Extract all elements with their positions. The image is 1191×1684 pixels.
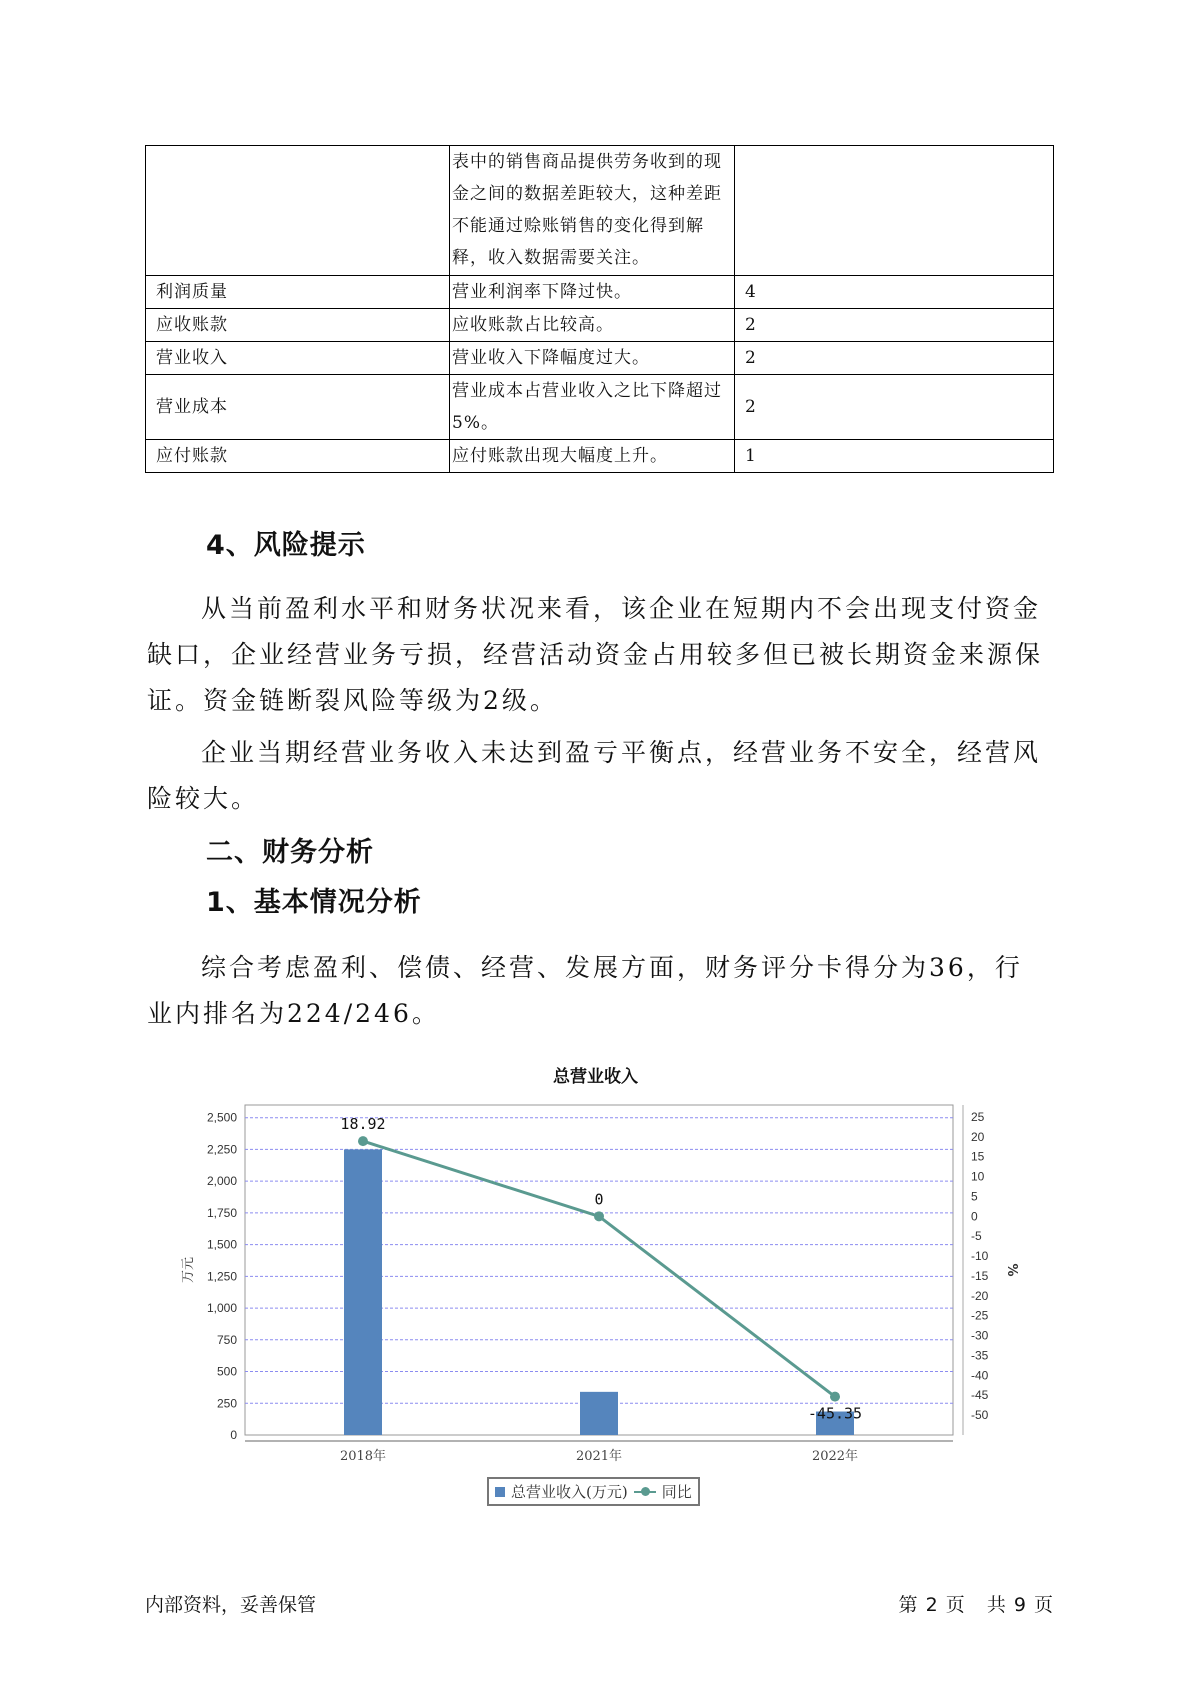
y2-tick-label: -35 [971, 1348, 989, 1363]
table-row [146, 375, 1054, 440]
y2-tick-label: -40 [971, 1368, 989, 1383]
risk-level-cell [735, 146, 1054, 276]
risk-level-cell: 2 [735, 342, 1054, 375]
y2-tick-label: -5 [971, 1229, 982, 1244]
y2-tick-label: -45 [971, 1388, 989, 1403]
y-tick-label: 250 [216, 1396, 237, 1411]
yoy-point-1 [594, 1211, 604, 1221]
risk-level-cell: 2 [735, 375, 1054, 440]
y-tick-label: 1,750 [206, 1205, 237, 1220]
risk-desc-cell: 表中的销售商品提供劳务收到的现金之间的数据差距较大，这种差距不能通过赊账销售的变化得到解释，收入数据需要关注。 [450, 146, 735, 276]
table-row [146, 342, 1054, 375]
risk-table [145, 145, 1054, 473]
yoy-data-label: 0 [594, 1190, 604, 1209]
risk-item-cell [146, 146, 450, 276]
y-axis-label: 万元 [181, 1256, 196, 1284]
y-tick-label: 1,250 [206, 1269, 237, 1284]
risk-item-cell: 应付账款 [146, 440, 450, 473]
y-tick-label: 0 [230, 1428, 237, 1442]
y2-tick-label: 5 [971, 1189, 978, 1204]
y2-tick-label: 25 [971, 1109, 985, 1124]
yoy-line [363, 1141, 835, 1397]
finance-heading: 二、财务分析 [206, 837, 374, 868]
y-tick-label: 1,500 [206, 1237, 237, 1252]
risk-paragraph-2: 企业当期经营业务收入未达到盈亏平衡点，经营业务不安全，经营风险较大。 [147, 738, 1042, 813]
risk-heading: 4、风险提示 [206, 530, 366, 561]
basic-analysis-paragraph: 综合考虑盈利、偿债、经营、发展方面，财务评分卡得分为36，行业内排名为224/246。 [147, 953, 1023, 1028]
x-tick-label: 2021年 [575, 1449, 623, 1464]
risk-level-cell: 1 [735, 440, 1054, 473]
legend-line-swatch [634, 1491, 656, 1493]
basic-analysis-heading: 1、基本情况分析 [206, 887, 422, 918]
table-row [146, 440, 1054, 473]
table-row [146, 276, 1054, 309]
risk-item-cell: 利润质量 [146, 276, 450, 309]
y-tick-label: 1,000 [206, 1301, 237, 1316]
y2-tick-label: 15 [971, 1149, 985, 1164]
y-tick-label: 2,000 [206, 1174, 237, 1189]
footer-page-number: 第 2 页 共 9 页 [898, 1594, 1054, 1616]
risk-desc-cell: 营业利润率下降过快。 [450, 276, 735, 309]
y2-tick-label: -30 [971, 1328, 989, 1343]
risk-level-cell: 4 [735, 276, 1054, 309]
y-tick-label: 2,500 [206, 1110, 237, 1125]
bar-0 [344, 1149, 382, 1435]
y2-tick-label: 20 [971, 1129, 985, 1144]
chart-legend [487, 1477, 700, 1506]
legend-bar-label: 总营业收入(万元) [511, 1483, 628, 1501]
table-row [146, 146, 1054, 276]
yoy-data-label: 18.92 [340, 1115, 386, 1134]
y2-tick-label: -50 [971, 1408, 989, 1423]
footer-confidential: 内部资料，妥善保管 [145, 1594, 317, 1616]
yoy-data-label: -45.35 [807, 1404, 863, 1423]
risk-item-cell: 营业收入 [146, 342, 450, 375]
y2-tick-label: -15 [971, 1268, 989, 1283]
risk-level-cell: 2 [735, 309, 1054, 342]
risk-desc-cell: 应付账款出现大幅度上升。 [450, 440, 735, 473]
risk-desc-cell: 营业成本占营业收入之比下降超过5%。 [450, 375, 735, 440]
chart-title: 总营业收入 [553, 1067, 638, 1087]
x-tick-label: 2022年 [811, 1449, 859, 1464]
y-tick-label: 500 [216, 1364, 237, 1379]
risk-desc-cell: 应收账款占比较高。 [450, 309, 735, 342]
y2-tick-label: 0 [971, 1209, 978, 1224]
risk-paragraph-1: 从当前盈利水平和财务状况来看，该企业在短期内不会出现支付资金缺口，企业经营业务亏损，经营活动资金占用较多但已被长期资金来源保证。资金链断裂风险等级为2级。 [147, 594, 1044, 715]
bar-1 [580, 1392, 618, 1435]
risk-item-cell: 营业成本 [146, 375, 450, 440]
legend-bar-swatch [495, 1487, 505, 1497]
y2-tick-label: -10 [971, 1249, 989, 1264]
table-row [146, 309, 1054, 342]
y2-tick-label: -20 [971, 1288, 989, 1303]
y-tick-label: 750 [216, 1332, 237, 1347]
y-tick-label: 2,250 [206, 1142, 237, 1157]
y2-tick-label: 10 [971, 1169, 985, 1184]
legend-line-label: 同比 [661, 1483, 692, 1501]
x-tick-label: 2018年 [339, 1449, 387, 1464]
risk-item-cell: 应收账款 [146, 309, 450, 342]
yoy-point-0 [358, 1136, 368, 1146]
y2-tick-label: -25 [971, 1308, 989, 1323]
revenue-chart [170, 1090, 1030, 1470]
y2-axis-label: % [1004, 1263, 1019, 1277]
risk-desc-cell: 营业收入下降幅度过大。 [450, 342, 735, 375]
yoy-point-2 [830, 1392, 840, 1402]
